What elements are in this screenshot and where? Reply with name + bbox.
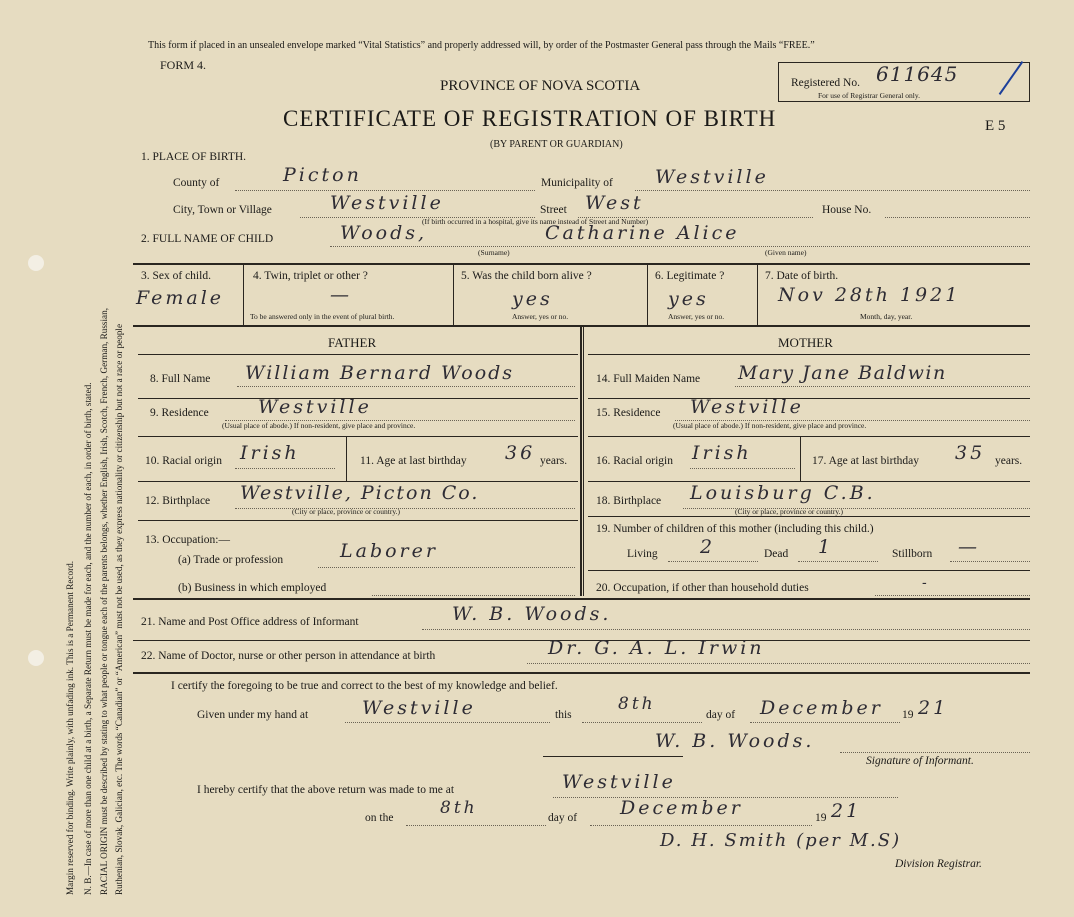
father-age-unit: years. (540, 455, 568, 467)
county-value: Picton (283, 164, 362, 186)
given-place-value: Westville (362, 697, 476, 719)
hospital-note: (If birth occurred in a hospital, give its name instead of Street and Number) (422, 217, 649, 226)
father-residence-note: (Usual place of abode.) If non-resident, give place and province. (222, 421, 416, 430)
registrar-statement: I hereby certify that the above return was made to me at (197, 784, 455, 796)
father-age-label: 11. Age at last birthday (360, 455, 467, 467)
punch-hole (28, 650, 44, 666)
margin-note: N. B.—In case of more than one child at a birth, a Separate Return must be made for each, and the number of each, in order of birth, stated. (83, 382, 93, 895)
mother-residence-note: (Usual place of abode.) If non-resident, give place and province. (673, 421, 867, 430)
father-residence-value: Westville (258, 396, 372, 418)
twin-label: 4. Twin, triplet or other ? (253, 270, 368, 282)
registrar-year-prefix: 19 (815, 812, 827, 824)
born-alive-value: yes (512, 288, 553, 310)
mother-heading: MOTHER (778, 335, 833, 350)
born-alive-label: 5. Was the child born alive ? (461, 270, 592, 282)
child-given-name: Catharine Alice (545, 222, 740, 244)
date-of-birth-note: Month, day, year. (860, 312, 913, 321)
registrar-day-value: 8th (440, 798, 478, 818)
mother-race-label: 16. Racial origin (596, 455, 673, 467)
province-heading: PROVINCE OF NOVA SCOTIA (440, 78, 641, 94)
this-label: this (555, 709, 572, 721)
informant-signature-label: Signature of Informant. (866, 755, 974, 767)
born-alive-note: Answer, yes or no. (512, 312, 569, 321)
registrar-place-value: Westville (562, 771, 676, 793)
trade-value: Laborer (340, 540, 438, 562)
father-birthplace-label: 12. Birthplace (145, 495, 211, 507)
doctor-value: Dr. G. A. L. Irwin (548, 637, 765, 659)
city-value: Westville (330, 192, 444, 214)
registrar-day-of-label: day of (548, 812, 578, 824)
certify-month-value: December (760, 697, 883, 719)
legitimate-note: Answer, yes or no. (668, 312, 725, 321)
legitimate-label: 6. Legitimate ? (655, 270, 725, 282)
father-name-label: 8. Full Name (150, 373, 211, 385)
living-value: 2 (700, 536, 716, 558)
registrar-year-value: 21 (831, 800, 862, 822)
father-heading: FATHER (328, 335, 377, 350)
date-of-birth-label: 7. Date of birth. (765, 270, 839, 282)
father-birthplace-note: (City or place, province or country.) (292, 507, 401, 516)
business-label: (b) Business in which employed (178, 582, 327, 594)
registrar-note: For use of Registrar General only. (818, 91, 920, 100)
father-race-label: 10. Racial origin (145, 455, 222, 467)
informant-value: W. B. Woods. (452, 603, 612, 625)
mother-age-unit: years. (995, 455, 1023, 467)
mother-occupation-value: - (922, 575, 930, 591)
twin-note: To be answered only in the event of plural birth. (250, 312, 395, 321)
sex-label: 3. Sex of child. (141, 270, 211, 282)
mother-occupation-label: 20. Occupation, if other than household duties (596, 582, 809, 594)
stillborn-value: — (958, 536, 980, 558)
father-race-value: Irish (240, 442, 300, 464)
children-count-label: 19. Number of children of this mother (including this child.) (596, 523, 874, 535)
mother-age-value: 35 (955, 442, 986, 464)
registrar-on-label: on the (365, 812, 394, 824)
trade-label: (a) Trade or profession (178, 554, 284, 566)
municipality-value: Westville (655, 166, 769, 188)
child-surname: Woods, (340, 222, 428, 244)
registrar-signature: D. H. Smith (per M.S) (660, 830, 902, 851)
legitimate-value: yes (668, 288, 709, 310)
certify-year-prefix: 19 (902, 709, 914, 721)
living-label: Living (627, 548, 658, 560)
document-subtitle: (BY PARENT OR GUARDIAN) (490, 139, 623, 150)
registered-label: Registered No. (791, 77, 860, 89)
informant-label: 21. Name and Post Office address of Informant (141, 616, 359, 628)
punch-hole (28, 255, 44, 271)
house-no-label: House No. (822, 204, 872, 216)
dead-label: Dead (764, 548, 789, 560)
dead-value: 1 (818, 536, 834, 558)
mother-age-label: 17. Age at last birthday (812, 455, 919, 467)
surname-note: (Surname) (478, 248, 510, 257)
twin-value: — (330, 284, 352, 306)
father-residence-label: 9. Residence (150, 407, 209, 419)
mother-birthplace-note: (City or place, province or country.) (735, 507, 844, 516)
informant-signature: W. B. Woods. (655, 730, 815, 752)
mail-notice: This form if placed in an unsealed envelope marked “Vital Statistics” and properly addressed will, by order of the Postmaster General pass through the Mails “FREE.” (148, 40, 815, 51)
certify-statement: I certify the foregoing to be true and correct to the best of my knowledge and belief. (171, 680, 558, 692)
stillborn-label: Stillborn (892, 548, 933, 560)
mother-birthplace-value: Louisburg C.B. (690, 482, 876, 504)
street-label: Street (540, 204, 567, 216)
given-under-label: Given under my hand at (197, 709, 309, 721)
municipality-label: Municipality of (541, 177, 613, 189)
margin-note: Margin reserved for binding. Write plainly, with unfading ink. This is a Permanent Record. (65, 560, 75, 895)
county-label: County of (173, 177, 220, 189)
certify-day-value: 8th (618, 694, 656, 714)
registered-number: 611645 (876, 62, 959, 86)
mother-race-value: Irish (692, 442, 752, 464)
mother-name-label: 14. Full Maiden Name (596, 373, 701, 385)
sex-value: Female (136, 287, 225, 309)
street-value: West (585, 192, 644, 214)
document-title: CERTIFICATE OF REGISTRATION OF BIRTH (283, 106, 777, 131)
corner-mark: E 5 (985, 118, 1006, 134)
registrar-month-value: December (620, 797, 743, 819)
margin-note: Ruthenian, Slovak, Galician, etc. The words “Canadian” or “American” must not be used, as they express nationality or citizenship but not a race or people (114, 323, 124, 895)
father-age-value: 36 (505, 442, 536, 464)
city-label: City, Town or Village (173, 204, 272, 216)
mother-name-value: Mary Jane Baldwin (738, 362, 947, 384)
father-occupation-label: 13. Occupation:— (145, 534, 230, 546)
mother-residence-value: Westville (690, 396, 804, 418)
registrar-signature-label: Division Registrar. (895, 858, 982, 870)
certify-day-of-label: day of (706, 709, 736, 721)
place-of-birth-label: 1. PLACE OF BIRTH. (141, 151, 247, 163)
certify-year-value: 21 (918, 697, 949, 719)
mother-residence-label: 15. Residence (596, 407, 661, 419)
doctor-label: 22. Name of Doctor, nurse or other person in attendance at birth (141, 650, 436, 662)
form-number: FORM 4. (160, 58, 207, 72)
mother-birthplace-label: 18. Birthplace (596, 495, 662, 507)
father-birthplace-value: Westville, Picton Co. (240, 482, 480, 504)
child-name-label: 2. FULL NAME OF CHILD (141, 233, 274, 245)
margin-note: RACIAL ORIGIN must be described by stating to what people or tongue each of the parents belongs, whether English, Irish, Scotch, French, German, Russian, (99, 307, 109, 895)
given-name-note: (Given name) (765, 248, 807, 257)
father-name-value: William Bernard Woods (245, 362, 515, 384)
date-of-birth-value: Nov 28th 1921 (778, 284, 961, 306)
